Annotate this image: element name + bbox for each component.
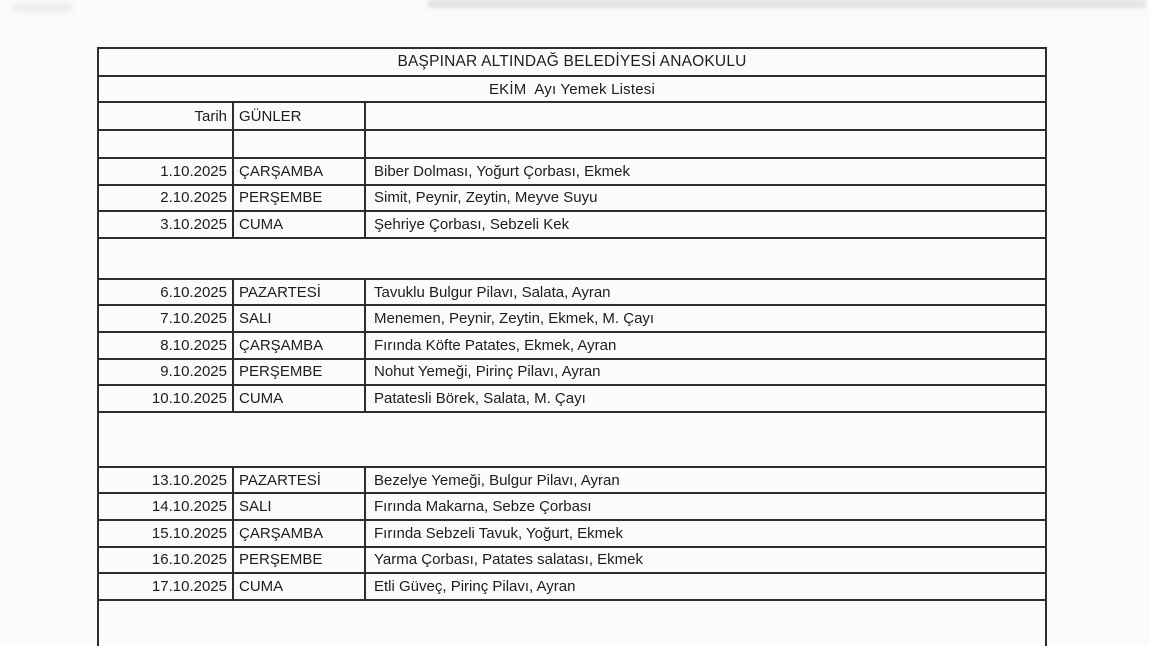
subtitle-row xyxy=(99,77,1045,103)
row-menu-cell: Fırında Sebzeli Tavuk, Yoğurt, Ekmek xyxy=(374,524,624,542)
row-date-cell: 7.10.2025 xyxy=(99,306,234,331)
empty-menu-cell xyxy=(366,131,1045,157)
row-day-cell: CUMA xyxy=(234,386,366,411)
row-day-cell: PERŞEMBE xyxy=(234,360,366,385)
row-day-cell: SALI xyxy=(234,306,366,331)
scanner-smudge-artifact xyxy=(14,3,72,12)
row-menu-cell: Patatesli Börek, Salata, M. Çayı xyxy=(374,389,586,407)
row-day-cell: PAZARTESİ xyxy=(234,280,366,305)
row-date-cell: 13.10.2025 xyxy=(99,468,234,493)
table-row xyxy=(99,521,1045,548)
row-day-cell: PAZARTESİ xyxy=(234,468,366,493)
table-row xyxy=(99,159,1045,186)
school-title: BAŞPINAR ALTINDAĞ BELEDİYESİ ANAOKULU xyxy=(397,53,747,70)
table-row xyxy=(99,574,1045,601)
meal-list-table xyxy=(97,47,1047,646)
table-row xyxy=(99,333,1045,360)
table-row xyxy=(99,468,1045,495)
row-date-cell: 2.10.2025 xyxy=(99,186,234,211)
table-row xyxy=(99,494,1045,521)
row-menu-cell: Fırında Makarna, Sebze Çorbası xyxy=(374,498,592,516)
row-menu-cell: Yarma Çorbası, Patates salatası, Ekmek xyxy=(374,551,643,569)
week-separator-row xyxy=(99,239,1045,280)
row-menu-cell: Bezelye Yemeği, Bulgur Pilavı, Ayran xyxy=(374,471,620,489)
empty-day-cell xyxy=(234,131,366,157)
table-row xyxy=(99,306,1045,333)
table-row xyxy=(99,548,1045,575)
row-menu-cell: Biber Dolması, Yoğurt Çorbası, Ekmek xyxy=(374,162,630,180)
row-day-cell: ÇARŞAMBA xyxy=(234,159,366,184)
row-date-cell: 15.10.2025 xyxy=(99,521,234,546)
row-date-cell: 6.10.2025 xyxy=(99,280,234,305)
empty-date-cell xyxy=(99,131,234,157)
table-row xyxy=(99,386,1045,413)
row-menu-cell: Fırında Köfte Patates, Ekmek, Ayran xyxy=(374,336,617,354)
table-row xyxy=(99,186,1045,213)
row-day-cell: CUMA xyxy=(234,574,366,599)
empty-spacer-row xyxy=(99,131,1045,159)
row-menu-cell: Tavuklu Bulgur Pilavı, Salata, Ayran xyxy=(374,283,611,301)
table-body xyxy=(99,159,1045,646)
row-menu-cell: Simit, Peynir, Zeytin, Meyve Suyu xyxy=(374,189,598,207)
row-date-cell: 16.10.2025 xyxy=(99,548,234,573)
list-title: EKİM Ayı Yemek Listesi xyxy=(488,80,656,98)
row-date-cell: 10.10.2025 xyxy=(99,386,234,411)
row-day-cell: ÇARŞAMBA xyxy=(234,333,366,358)
row-menu-cell: Şehriye Çorbası, Sebzeli Kek xyxy=(374,215,570,233)
column-header-row xyxy=(99,103,1045,131)
scanner-streak-artifact xyxy=(428,0,1146,8)
column-header-gunler: GÜNLER xyxy=(234,103,366,129)
row-day-cell: SALI xyxy=(234,494,366,519)
column-header-tarih: Tarih xyxy=(99,103,234,129)
row-date-cell: 9.10.2025 xyxy=(99,360,234,385)
week-separator-row xyxy=(99,413,1045,468)
row-date-cell: 17.10.2025 xyxy=(99,574,234,599)
row-date-cell: 1.10.2025 xyxy=(99,159,234,184)
table-row xyxy=(99,360,1045,387)
table-row xyxy=(99,212,1045,239)
row-day-cell: PERŞEMBE xyxy=(234,548,366,573)
row-menu-cell: Menemen, Peynir, Zeytin, Ekmek, M. Çayı xyxy=(374,310,655,328)
row-day-cell: CUMA xyxy=(234,212,366,237)
row-date-cell: 3.10.2025 xyxy=(99,212,234,237)
row-menu-cell: Nohut Yemeği, Pirinç Pilavı, Ayran xyxy=(374,363,601,381)
week-separator-row xyxy=(99,601,1045,646)
row-date-cell: 8.10.2025 xyxy=(99,333,234,358)
column-header-menu xyxy=(366,103,1045,129)
row-day-cell: PERŞEMBE xyxy=(234,186,366,211)
title-row xyxy=(99,49,1045,77)
row-day-cell: ÇARŞAMBA xyxy=(234,521,366,546)
table-row xyxy=(99,280,1045,307)
row-date-cell: 14.10.2025 xyxy=(99,494,234,519)
row-menu-cell: Etli Güveç, Pirinç Pilavı, Ayran xyxy=(374,577,576,595)
